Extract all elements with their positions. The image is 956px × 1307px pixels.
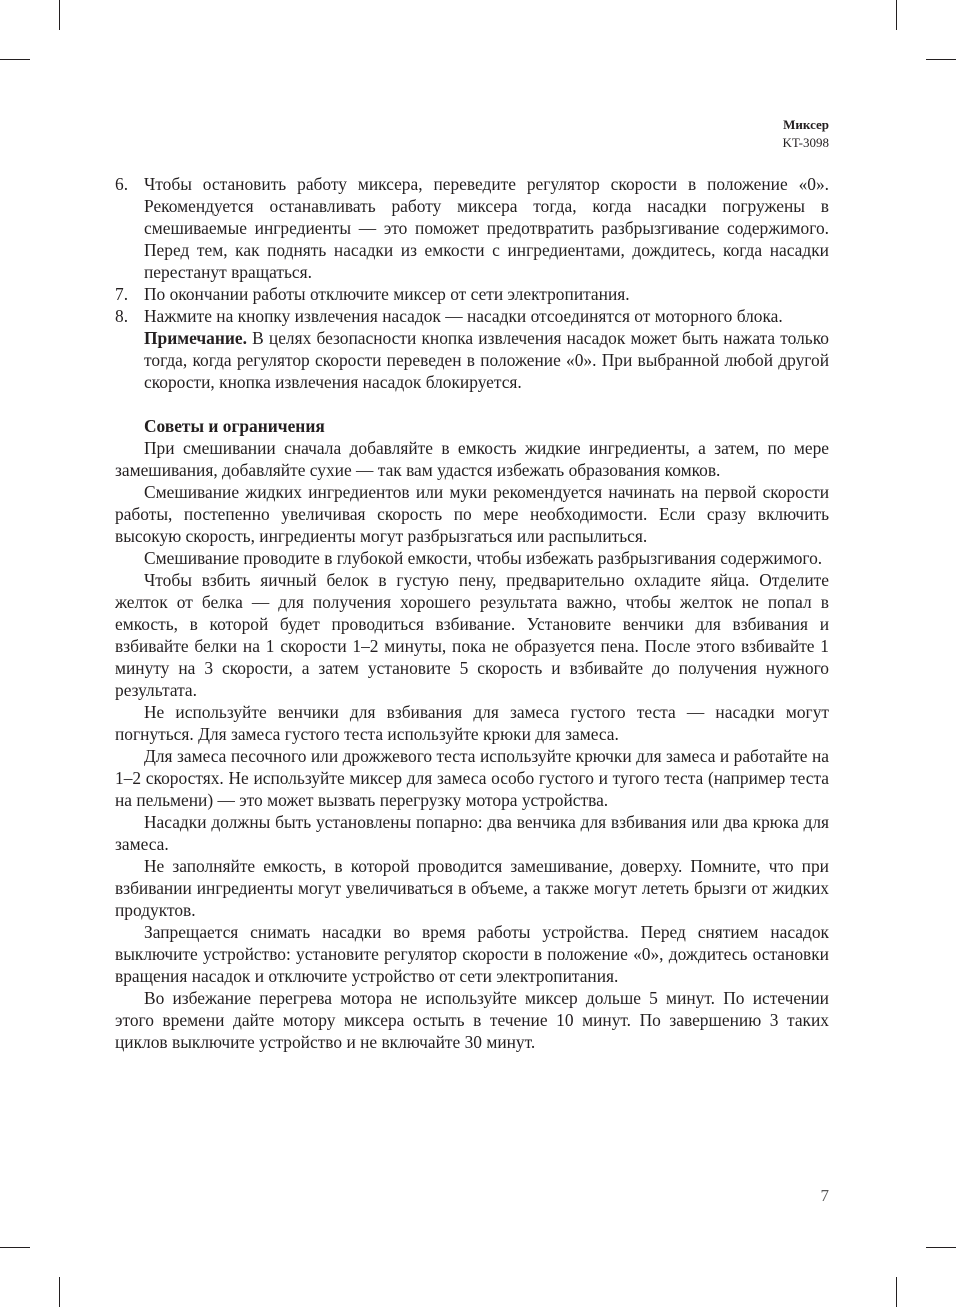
paragraph: Чтобы взбить яичный белок в густую пену, предварительно охладите яйца. Отделите желток от белка — для получения хорошего результата важно, чтобы желток не попал в емкость, в которой будет проводиться взбивание. Установите венчики для взбивания и взбивайте белки на 1 скорости 1–2 минуты, пока не образуется пена. После этого взбивайте 1 минуту на 3 скорости, а затем установите 5 скорость и взбивайте до получения нужного результата. [115, 570, 829, 700]
page-number: 7 [820, 1186, 829, 1205]
crop-mark [926, 59, 956, 60]
note-text: В целях безопасности кнопка извлечения насадок может быть нажата только тогда, когда регулятор скорости переведен в положение «0». При выбранной любой другой скорости, кнопка извлечения насадок блокируется. [144, 328, 829, 392]
step-number: 7. [115, 284, 129, 304]
header-model: KT-3098 [782, 135, 829, 150]
paragraph: Для замеса песочного или дрожжевого теста используйте крючки для замеса и работайте на 1–2 скоростях. Не используйте миксер для замеса особо густого и тугого теста (например теста на пельмени) — это может вызвать перегрузку мотора устройства. [115, 746, 829, 810]
step-text: Чтобы остановить работу миксера, переведите регулятор скорости в положение «0». Рекомендуется останавливать работу миксера тогда, когда насадки погружены в смешиваемые ингредиенты — это поможет предотвратить разбрызгивание содержимого. Перед тем, как поднять насадки из емкости с ингредиентами, дождитесь, когда насадки перестанут вращаться. [144, 174, 829, 282]
step-number: 8. [115, 306, 129, 326]
paragraph: Смешивание жидких ингредиентов или муки рекомендуется начинать на первой скорости работы, постепенно увеличивая скорость по мере необходимости. Если сразу включить высокую скорость, ингредиенты могут разбрызгаться или распылиться. [115, 482, 829, 546]
crop-mark [896, 0, 897, 30]
crop-mark [59, 0, 60, 30]
step-text: Нажмите на кнопку извлечения насадок — насадки отсоединятся от моторного блока. [144, 306, 783, 326]
section-title: Советы и ограничения [144, 416, 325, 436]
paragraph: Насадки должны быть установлены попарно: два венчика для взбивания или два крюка для замеса. [115, 812, 829, 854]
list-item [115, 283, 829, 305]
list-item [115, 173, 829, 283]
paragraph: При смешивании сначала добавляйте в емкость жидкие ингредиенты, а затем, по мере замешивания, добавляйте сухие — так вам удастся избежать образования комков. [115, 438, 829, 480]
note [115, 327, 829, 393]
steps-list [115, 173, 829, 327]
paragraph: Во избежание перегрева мотора не используйте миксер дольше 5 минут. По истечении этого времени дайте мотору миксера остыть в течение 10 минут. По завершению 3 таких циклов выключите устройство и не включайте 30 минут. [115, 988, 829, 1052]
crop-mark [59, 1277, 60, 1307]
crop-mark [926, 1247, 956, 1248]
paragraph: Не используйте венчики для взбивания для замеса густого теста — насадки могут погнуться. Для замеса густого теста используйте крюки для замеса. [115, 702, 829, 744]
running-header [783, 116, 829, 152]
paragraph: Не заполняйте емкость, в которой проводится замешивание, доверху. Помните, что при взбивании ингредиенты могут увеличиваться в объеме, а также могут лететь брызги от жидких продуктов. [115, 856, 829, 920]
crop-mark [0, 1247, 30, 1248]
step-number: 6. [115, 174, 129, 194]
page-body [115, 173, 829, 1053]
list-item [115, 305, 829, 327]
step-text: По окончании работы отключите миксер от сети электропитания. [144, 284, 630, 304]
paragraph: Смешивание проводите в глубокой емкости, чтобы избежать разбрызгивания содержимого. [144, 548, 823, 568]
crop-mark [0, 59, 30, 60]
header-brand: Миксер [783, 117, 829, 132]
crop-mark [896, 1277, 897, 1307]
note-label: Примечание. [144, 328, 247, 348]
paragraph: Запрещается снимать насадки во время работы устройства. Перед снятием насадок выключите устройство: установите регулятор скорости в положение «0», дождитесь остановки вращения насадок и отключите устройство от сети электропитания. [115, 922, 829, 986]
